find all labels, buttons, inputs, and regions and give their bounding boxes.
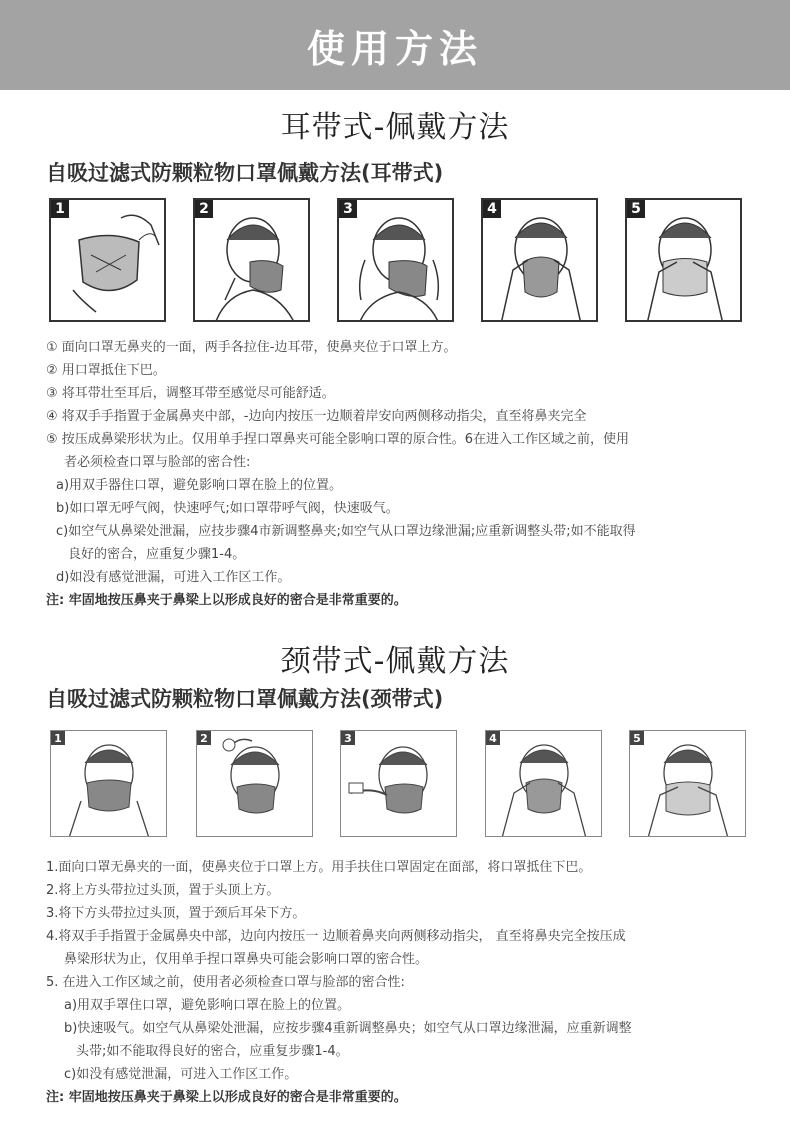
- step4-illustration: [481, 198, 598, 322]
- instruction-line: c)如没有感觉泄漏，可进入工作区工作。: [64, 1067, 298, 1082]
- instruction-line: 1.面向口罩无鼻夹的一面，使鼻夹位于口罩上方。用手扶住口罩固定在面部，将口罩抵住下巴。: [46, 860, 592, 875]
- step2-illustration: [193, 198, 310, 322]
- step2-illustration: [196, 730, 313, 837]
- section2-note: 注: 牢固地按压鼻夹于鼻梁上以形成良好的密合是非常重要的。: [46, 1090, 407, 1105]
- instruction-line: d)如没有感觉泄漏，可进入工作区工作。: [56, 570, 291, 585]
- step-number: 1: [51, 200, 69, 218]
- step1-illustration: [49, 198, 166, 322]
- step5-illustration: [625, 198, 742, 322]
- section2-illustrations: [0, 730, 790, 856]
- step5-illustration: [629, 730, 746, 837]
- section1-heading: 耳带式-佩戴方法: [280, 110, 510, 145]
- instruction-line: 鼻梁形状为止，仅用单手捏口罩鼻央可能会影响口罩的密合性。: [64, 952, 429, 967]
- instruction-line: ② 用口罩抵住下巴。: [46, 363, 166, 378]
- banner-title: 使用方法: [306, 26, 483, 71]
- instruction-line: c)如空气从鼻梁处泄漏，应技步骤4市新调整鼻夹;如空气从口罩边缘泄漏;应重新调整头带;如不能取得: [56, 524, 636, 539]
- instruction-line: b)快速吸气。如空气从鼻梁处泄漏，应按步骤4重新调整鼻央；如空气从口罩边缘泄漏，应重新调整: [64, 1021, 632, 1036]
- instruction-line: 3.将下方头带拉过头顶，置于颈后耳朵下方。: [46, 906, 306, 921]
- section2-heading: 颈带式-佩戴方法: [280, 644, 510, 679]
- section1-instructions: [46, 336, 766, 612]
- step-number: 5: [627, 200, 645, 218]
- step3-illustration: [340, 730, 457, 837]
- instruction-line: ④ 将双手手指置于金属鼻夹中部，-边向内按压一边顺着岸安向两侧移动指尖，直至将鼻夹完全: [46, 409, 587, 424]
- step-number: 3: [341, 731, 355, 745]
- step-number: 2: [195, 200, 213, 218]
- instruction-line: ③ 将耳带壮至耳后，调整耳带至感觉尽可能舒适。: [46, 386, 335, 401]
- instruction-line: 4.将双手手指置于金属鼻央中部，边向内按压一 边顺着鼻夹向两侧移动指尖， 直至将鼻央完全按压成: [46, 929, 626, 944]
- step-number: 1: [51, 731, 65, 745]
- step-number: 4: [486, 731, 500, 745]
- instruction-line: 5. 在进入工作区域之前，使用者必须检查口罩与脸部的密合性:: [46, 975, 405, 990]
- instruction-line: ① 面向口罩无鼻夹的一面，两手各拉住-边耳带，使鼻夹位于口罩上方。: [46, 340, 457, 355]
- step1-illustration: [50, 730, 167, 837]
- section2-instructions: [46, 856, 766, 1109]
- step-number: 4: [483, 200, 501, 218]
- section1-note: 注: 牢固地按压鼻夹于鼻梁上以形成良好的密合是非常重要的。: [46, 593, 407, 608]
- step-number: 3: [339, 200, 357, 218]
- step4-illustration: [485, 730, 602, 837]
- instruction-line: 者必须检查口罩与脸部的密合性:: [64, 455, 251, 470]
- step3-illustration: [337, 198, 454, 322]
- instruction-line: ⑤ 按压成鼻梁形状为止。仅用单手捏口罩鼻夹可能全影响口罩的原合性。6在进入工作区域之前，使用: [46, 432, 630, 447]
- section2-subheading: 自吸过滤式防颗粒物口罩佩戴方法(颈带式): [46, 687, 444, 711]
- instruction-line: 良好的密合，应重复少骤1-4。: [68, 547, 246, 562]
- instruction-line: 头带;如不能取得良好的密合，应重复步骤1-4。: [76, 1044, 349, 1059]
- step-number: 2: [197, 731, 211, 745]
- instruction-line: a)用双手罩住口罩，避免影响口罩在脸上的位置。: [64, 998, 351, 1013]
- section1-subheading: 自吸过滤式防颗粒物口罩佩戴方法(耳带式): [46, 161, 444, 185]
- instruction-line: 2.将上方头带拉过头顶，置于头顶上方。: [46, 883, 280, 898]
- instruction-line: a)用双手器住口罩，避免影响口罩在脸上的位置。: [56, 478, 343, 493]
- top-banner: [0, 0, 790, 90]
- instruction-line: b)如口罩无呼气阀，快速呼气;如口罩带呼气阀，快速吸气。: [56, 501, 399, 516]
- step-number: 5: [630, 731, 644, 745]
- section1-illustrations: [0, 198, 790, 324]
